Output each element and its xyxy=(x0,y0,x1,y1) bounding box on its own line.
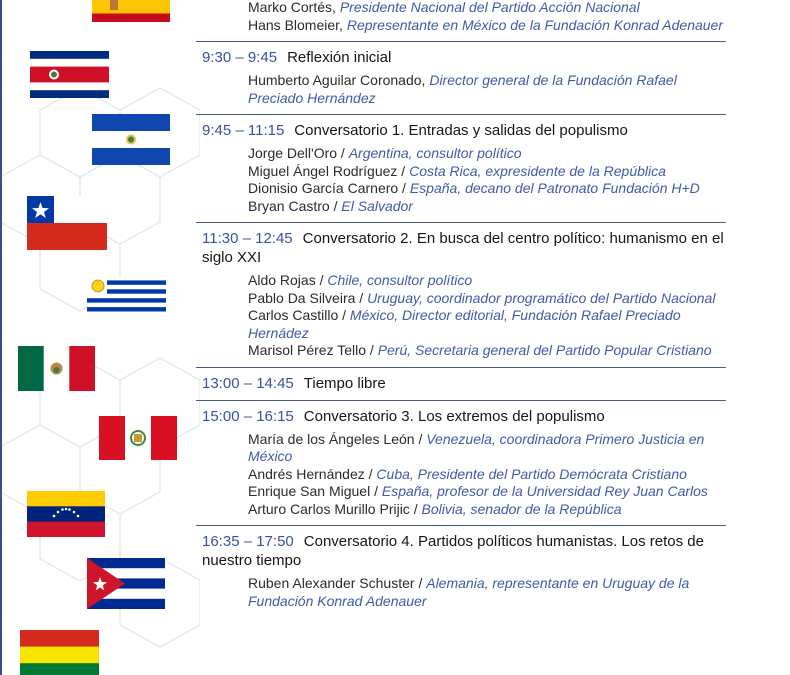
costa-rica-flag xyxy=(30,51,109,98)
session-heading xyxy=(202,121,726,140)
participant: Andrés Hernández / Cuba, Presidente del Partido Demócrata Cristiano xyxy=(248,465,687,482)
mexico-flag xyxy=(18,346,95,391)
participant: Ruben Alexander Schuster / Alemania, representante en Uruguay de la Fundación Konrad Adenauer xyxy=(248,575,690,609)
participant: Hans Blomeier, Representante en México de la Fundación Konrad Adenauer xyxy=(248,16,724,33)
session-conversatorio-2 xyxy=(196,223,726,368)
participant: María de los Ángeles León / Venezuela, coordinadora Primero Justicia en México xyxy=(248,430,705,464)
session-title: Conversatorio 4. Partidos políticos humanistas. Los retos de nuestro tiempo xyxy=(202,533,704,569)
session-heading xyxy=(202,532,726,570)
session-time: 9:30 – 9:45 xyxy=(202,49,278,66)
participant: Marko Cortés, Presidente Nacional del Partido Acción Nacional xyxy=(248,0,640,15)
participant: Arturo Carlos Murillo Prijic / Bolivia, senador de la República xyxy=(248,500,622,517)
venezuela-flag xyxy=(27,491,105,537)
session-title: Reflexión inicial xyxy=(287,49,392,66)
session-opening xyxy=(196,0,726,42)
session-heading xyxy=(202,229,726,267)
uruguay-flag xyxy=(87,276,166,316)
participant-list xyxy=(202,145,726,215)
participant: Enrique San Miguel / España, profesor de la Universidad Rey Juan Carlos xyxy=(248,483,708,499)
peru-flag xyxy=(99,416,177,460)
session-heading xyxy=(202,374,726,393)
session-tiempo-libre xyxy=(196,368,726,401)
session-time: 16:35 – 17:50 xyxy=(202,533,294,550)
participant: Carlos Castillo / México, Director editorial, Fundación Rafael Preciado Hernádez xyxy=(248,307,681,341)
chile-flag xyxy=(27,196,107,250)
participant-list xyxy=(202,72,726,107)
event-program xyxy=(196,0,726,617)
session-title: Tiempo libre xyxy=(303,374,386,392)
session-conversatorio-1 xyxy=(196,115,726,223)
spain-flag xyxy=(92,0,170,22)
session-reflexion-inicial xyxy=(196,42,726,115)
session-heading xyxy=(202,48,726,67)
participant: Miguel Ángel Rodríguez / Costa Rica, expresidente de la República xyxy=(248,162,666,179)
participant-list xyxy=(202,431,726,519)
session-time: 9:45 – 11:15 xyxy=(202,122,285,139)
bolivia-flag xyxy=(20,630,99,675)
participant: Aldo Rojas / Chile, consultor político xyxy=(248,272,473,288)
session-title: Conversatorio 3. Los extremos del populismo xyxy=(303,407,605,425)
session-time: 13:00 – 14:45 xyxy=(202,374,294,392)
participant: Humberto Aguilar Coronado, Director general de la Fundación Rafael Preciado Hernández xyxy=(248,72,677,106)
session-time: 15:00 – 16:15 xyxy=(202,407,294,425)
session-conversatorio-3 xyxy=(196,401,726,527)
session-title: Conversatorio 2. En busca del centro político: humanismo en el siglo XXI xyxy=(202,230,724,266)
participant-list xyxy=(202,272,726,360)
cuba-flag xyxy=(87,558,165,609)
el-salvador-flag xyxy=(92,114,170,165)
session-title: Conversatorio 1. Entradas y salidas del populismo xyxy=(294,122,628,139)
participant: Marisol Pérez Tello / Perú, Secretaria general del Partido Popular Cristiano xyxy=(248,342,712,358)
participant-list xyxy=(202,0,726,34)
session-heading xyxy=(202,407,726,426)
session-time: 11:30 – 12:45 xyxy=(202,230,293,247)
left-border-line xyxy=(0,0,2,675)
session-conversatorio-4 xyxy=(196,526,726,617)
participant: Bryan Castro / El Salvador xyxy=(248,197,413,214)
participant: Dionisio García Carnero / España, decano del Patronato Fundación H+D xyxy=(248,180,700,196)
participant: Pablo Da Silveira / Uruguay, coordinador programático del Partido Nacional xyxy=(248,289,716,306)
participant: Jorge Dell'Oro / Argentina, consultor político xyxy=(248,145,522,161)
participant-list xyxy=(202,575,726,610)
